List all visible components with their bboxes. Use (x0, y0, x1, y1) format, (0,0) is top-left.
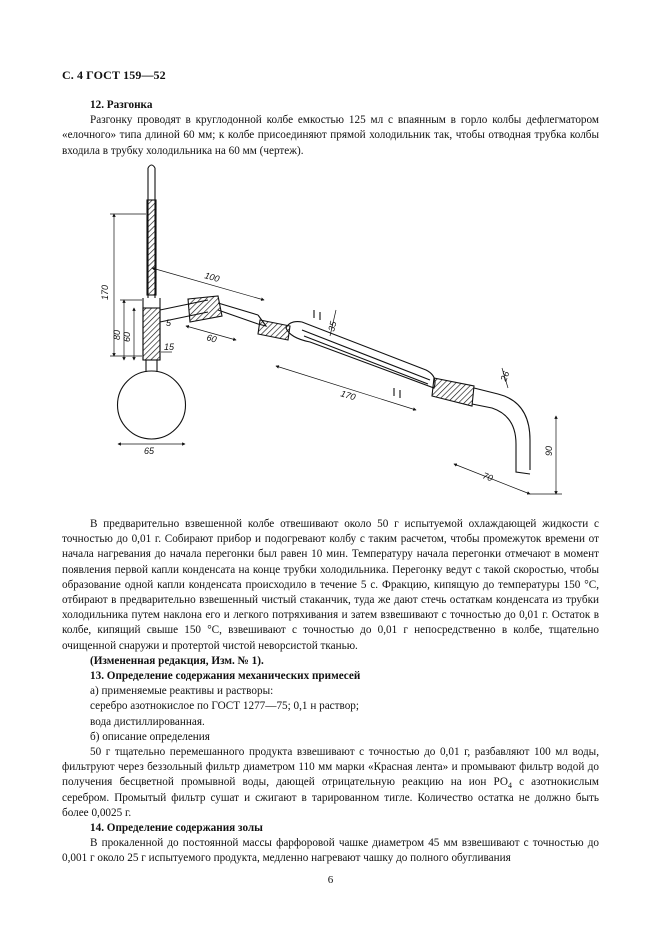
dim-90: 90 (544, 445, 554, 456)
dim-35: 35 (326, 320, 339, 333)
section-13-paragraph: 50 г тщательно перемешанного продукта взвешивают с точностью до 0,01 г, разбавляют 100 мл воды, фильтруют через беззольный фильтр диаметром 110 мм марки «Красная лента» и промывают фильтр водой до получения бесцветной промывной воды, дающей отрицательную реакцию на ион $РО_4$ с азотнокислым серебром. Промытый фильтр сушат и сжигают в тарированном тигле. Количество остатка не должно быть более 0,0025 г. (62, 746, 599, 819)
section-14-paragraph: В прокаленной до постоянной массы фарфоровой чашке диаметром 45 мм взвешивают с точностью до 0,001 г около 25 г испытуемого продукта, медленно нагревают чашку до полного обугливания (62, 837, 599, 865)
dim-26: 26 (498, 369, 512, 383)
outlet-tube (472, 388, 530, 474)
thermometer-scale (147, 200, 156, 295)
section-12-paragraph: Разгонку проводят в круглодонной колбе емкостью 125 мл с впаянным в горло колбы дефлегматором «елочного» типа длиной 60 мм; к колбе присоединяют прямой холодильник так, чтобы отводная трубка колбы входила в трубку холодильника на 60 мм (чертеж). (62, 114, 599, 157)
dim-170-condenser: 170 (339, 388, 357, 403)
section-13-title: 13. Определение содержания механических примесей (90, 670, 361, 683)
dim-80: 80 (112, 329, 122, 340)
section-12-intro (62, 98, 599, 159)
distillation-apparatus-drawing (90, 160, 570, 510)
description-heading: б) описание определения (90, 730, 210, 743)
dephlegmator-packing (143, 308, 160, 360)
dim-100: 100 (203, 270, 221, 285)
page-number: 6 (327, 874, 334, 886)
rubber-joint (258, 320, 290, 340)
page-header: С. 4 ГОСТ 159—52 (62, 68, 166, 82)
reagents-heading: а) применяемые реактивы и растворы: (90, 685, 274, 698)
dim-15: 15 (164, 342, 175, 352)
procedure-paragraph: В предварительно взвешенной колбе отвешивают около 50 г испытуемой охлаждающей жидкости с точностью до 0,01 г. Собирают прибор и подогревают колбу с таким расчетом, чтобы промежуток времени от начала нагревания до начала перегонки был равен 10 мин. Температуру начала перегонки отмечают в момент появления первой капли конденсата на конце трубки холодильника. Перегонку ведут с такой скоростью, чтобы образование одной капли конденсата происходило в течение 5 с. Фракцию, кипящую до температуры 150 °С, отбирают в предварительно взвешенный чистый стаканчик, туда же дают стечь остаткам конденсата из трубки холодильника путем наклона его и легкого потряхивания и затем взвешивают с точностью до 0,01 г. Остаток в колбе, кипящий свыше 150 °С, взвешивают с точностью до 0,01 г непосредственно в колбе, тщательно очищенной снаружи и протертой чистой неворсистой тканью. (62, 518, 599, 652)
reagent-silver-nitrate: серебро азотнокислое по ГОСТ 1277—75; 0,1 н раствор; (90, 700, 360, 713)
dim-5: 5 (166, 318, 172, 328)
dim-60: 60 (205, 332, 218, 345)
dim-170: 170 (100, 284, 110, 300)
dim-65: 65 (144, 446, 155, 456)
section-12-procedure (62, 517, 599, 867)
section-14-title: 14. Определение содержания золы (90, 822, 263, 835)
stopper-1 (188, 296, 222, 322)
stopper-2 (432, 378, 474, 406)
round-bottom-flask (118, 371, 186, 439)
reagent-water: вода дистиллированная. (90, 715, 205, 728)
dim-70: 70 (481, 470, 495, 484)
section-12-title: 12. Разгонка (90, 99, 153, 111)
dim-60-vertical: 60 (122, 331, 132, 342)
amendment-note: (Измененная редакция, Изм. № 1). (90, 654, 264, 667)
